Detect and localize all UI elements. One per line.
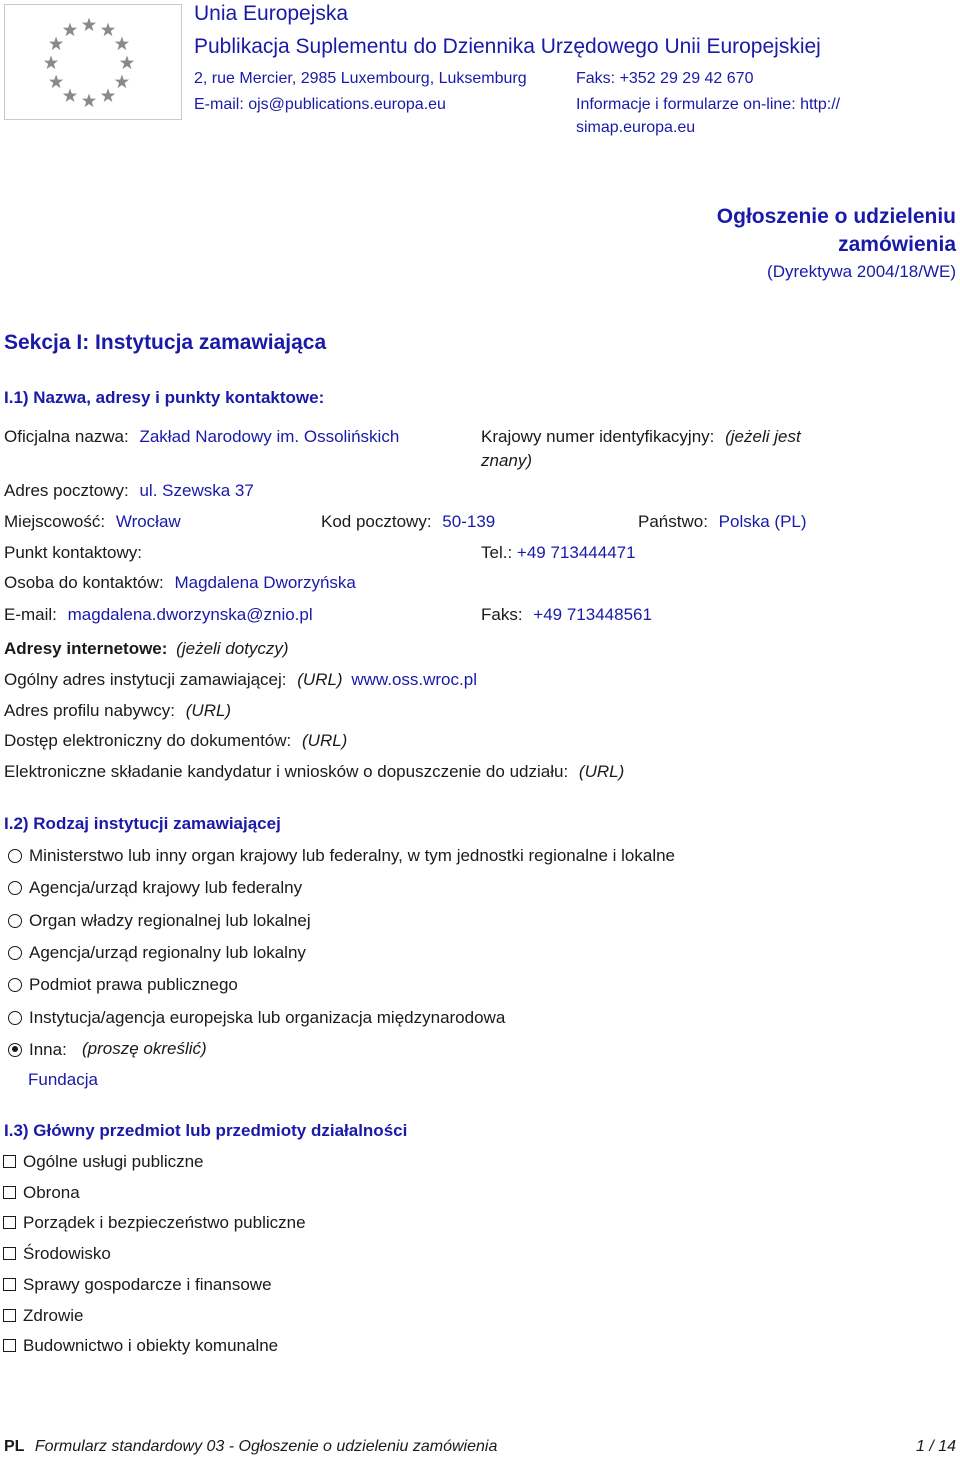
header-publication: Publikacja Suplementu do Dziennika Urzędowego Unii Europejskiej bbox=[194, 35, 821, 58]
activity-label: Sprawy gospodarcze i finansowe bbox=[23, 1274, 272, 1294]
radio-empty-icon[interactable] bbox=[8, 946, 22, 960]
official-name-label: Oficjalna nazwa: bbox=[4, 427, 129, 446]
general-address-row bbox=[4, 670, 477, 690]
activity-label: Zdrowie bbox=[23, 1305, 84, 1325]
eu-star-icon bbox=[49, 75, 63, 89]
eu-star-icon bbox=[101, 88, 115, 102]
contact-person-value: Magdalena Dworzyńska bbox=[174, 573, 356, 592]
fax-label: Faks: bbox=[481, 605, 523, 624]
internet-addresses-row bbox=[4, 639, 289, 659]
activity-option[interactable] bbox=[3, 1152, 204, 1172]
activity-label: Ogólne usługi publiczne bbox=[23, 1152, 204, 1171]
contact-person-row bbox=[4, 573, 356, 593]
checkbox-empty-icon[interactable] bbox=[3, 1309, 16, 1322]
footer-lang: PL bbox=[4, 1438, 25, 1455]
contact-point-label: Punkt kontaktowy: bbox=[4, 543, 142, 562]
checkbox-empty-icon[interactable] bbox=[3, 1247, 16, 1260]
subsection-i3-title: I.3) Główny przedmiot lub przedmioty działalności bbox=[4, 1121, 408, 1140]
footer-form: Formularz standardowy 03 - Ogłoszenie o udzieleniu zamówienia bbox=[34, 1438, 498, 1455]
country-label: Państwo: bbox=[638, 512, 708, 531]
postcode-label: Kod pocztowy: bbox=[321, 512, 432, 531]
general-address-value[interactable]: www.oss.wroc.pl bbox=[351, 670, 477, 689]
authority-type-option[interactable] bbox=[8, 1008, 505, 1028]
header-info-line1: Informacje i formularze on-line: http:// bbox=[576, 96, 841, 113]
eu-flag-logo bbox=[4, 4, 182, 120]
document-title-line1: Ogłoszenie o udzieleniu bbox=[716, 205, 956, 228]
checkbox-empty-icon[interactable] bbox=[3, 1186, 16, 1199]
header-address: 2, rue Mercier, 2985 Luxembourg, Luksemburg bbox=[194, 70, 527, 87]
eu-star-icon bbox=[82, 18, 96, 32]
checkbox-empty-icon[interactable] bbox=[3, 1155, 16, 1168]
internet-addresses-title: Adresy internetowe: bbox=[4, 639, 168, 658]
url-tag: (URL) bbox=[302, 731, 348, 750]
authority-type-option[interactable] bbox=[8, 878, 302, 898]
tel-label: Tel.: bbox=[481, 543, 513, 562]
url-tag: (URL) bbox=[185, 701, 232, 720]
url-tag: (URL) bbox=[297, 670, 343, 689]
town-value: Wrocław bbox=[115, 512, 181, 531]
email-row bbox=[4, 605, 313, 625]
national-id-label: Krajowy numer identyfikacyjny: bbox=[481, 427, 715, 446]
country-row bbox=[638, 512, 807, 532]
activity-option[interactable] bbox=[3, 1213, 306, 1233]
checkbox-empty-icon[interactable] bbox=[3, 1216, 16, 1229]
authority-type-label: Ministerstwo lub inny organ krajowy lub federalny, w tym jednostki regionalne i lokalne bbox=[29, 846, 675, 865]
eu-stars-icon bbox=[5, 5, 181, 119]
general-address-label: Ogólny adres instytucji zamawiającej: bbox=[4, 670, 287, 689]
radio-empty-icon[interactable] bbox=[8, 978, 22, 992]
town-row bbox=[4, 512, 181, 532]
electronic-access-row bbox=[4, 731, 347, 751]
url-tag: (URL) bbox=[578, 762, 625, 781]
authority-type-label: Agencja/urząd regionalny lub lokalny bbox=[29, 942, 306, 962]
authority-type-label: Inna: bbox=[29, 1039, 67, 1059]
eu-star-icon bbox=[115, 75, 129, 89]
footer-page: 1 / 14 bbox=[915, 1438, 956, 1455]
contact-person-label: Osoba do kontaktów: bbox=[4, 573, 164, 592]
postcode-value: 50-139 bbox=[442, 512, 496, 531]
activity-label: Środowisko bbox=[23, 1244, 111, 1264]
other-value: Fundacja bbox=[28, 1070, 98, 1089]
document-subtitle: (Dyrektywa 2004/18/WE) bbox=[767, 262, 956, 281]
subsection-i1-title: I.1) Nazwa, adresy i punkty kontaktowe: bbox=[4, 388, 325, 407]
email-value[interactable]: magdalena.dworzynska@znio.pl bbox=[67, 605, 313, 624]
tel-value: +49 713444471 bbox=[516, 543, 636, 562]
tel-row bbox=[481, 543, 636, 563]
other-note: (proszę określić) bbox=[82, 1039, 207, 1058]
radio-empty-icon[interactable] bbox=[8, 881, 22, 895]
electronic-access-label: Dostęp elektroniczny do dokumentów: bbox=[4, 731, 292, 750]
eu-star-icon bbox=[63, 23, 77, 37]
activity-label: Porządek i bezpieczeństwo publiczne bbox=[23, 1213, 306, 1233]
activity-option[interactable] bbox=[3, 1244, 111, 1264]
activity-option[interactable] bbox=[3, 1336, 278, 1356]
section-title: Sekcja I: Instytucja zamawiająca bbox=[4, 331, 327, 354]
authority-type-label: Instytucja/agencja europejska lub organizacja międzynarodowa bbox=[29, 1007, 506, 1027]
fax-row bbox=[481, 605, 652, 625]
header-info-line2: simap.europa.eu bbox=[576, 119, 696, 136]
postal-address-label: Adres pocztowy: bbox=[4, 481, 129, 500]
eu-star-icon bbox=[44, 56, 58, 70]
radio-selected-icon[interactable] bbox=[8, 1043, 22, 1057]
subsection-i2-title: I.2) Rodzaj instytucji zamawiającej bbox=[4, 814, 281, 833]
official-name-row bbox=[4, 427, 399, 447]
country-value: Polska (PL) bbox=[718, 512, 807, 531]
postal-address-value: ul. Szewska 37 bbox=[139, 481, 254, 500]
internet-addresses-note: (jeżeli dotyczy) bbox=[176, 639, 289, 658]
activity-label: Obrona bbox=[23, 1182, 80, 1202]
electronic-submission-row bbox=[4, 762, 624, 782]
eu-star-icon bbox=[115, 37, 129, 51]
authority-type-option[interactable] bbox=[8, 846, 675, 866]
authority-type-option[interactable] bbox=[8, 1040, 67, 1060]
authority-type-option[interactable] bbox=[8, 943, 306, 963]
town-label: Miejscowość: bbox=[4, 512, 106, 531]
eu-star-icon bbox=[49, 37, 63, 51]
fax-value: +49 713448561 bbox=[533, 605, 652, 624]
footer-left bbox=[4, 1438, 497, 1456]
eu-star-icon bbox=[120, 56, 134, 70]
header-fax: Faks: +352 29 29 42 670 bbox=[576, 70, 754, 87]
eu-star-icon bbox=[82, 94, 96, 108]
header-email: E-mail: ojs@publications.europa.eu bbox=[194, 96, 446, 113]
activity-option[interactable] bbox=[3, 1183, 80, 1203]
authority-type-option[interactable] bbox=[8, 911, 311, 931]
radio-empty-icon[interactable] bbox=[8, 914, 22, 928]
buyer-profile-label: Adres profilu nabywcy: bbox=[4, 701, 176, 720]
postal-address-row bbox=[4, 481, 254, 501]
electronic-submission-label: Elektroniczne składanie kandydatur i wniosków o dopuszczenie do udziału: bbox=[4, 762, 569, 781]
email-label: E-mail: bbox=[4, 605, 57, 624]
postcode-row bbox=[321, 512, 495, 532]
authority-type-label: Podmiot prawa publicznego bbox=[29, 975, 238, 995]
authority-type-label: Organ władzy regionalnej lub lokalnej bbox=[29, 910, 311, 930]
eu-star-icon bbox=[101, 23, 115, 37]
national-id-note-line2: znany) bbox=[481, 451, 533, 470]
authority-type-label: Agencja/urząd krajowy lub federalny bbox=[29, 878, 303, 898]
activity-option[interactable] bbox=[3, 1306, 83, 1326]
official-name-value: Zakład Narodowy im. Ossolińskich bbox=[139, 427, 400, 446]
national-id-note: (jeżeli jest bbox=[725, 427, 801, 446]
activity-option[interactable] bbox=[3, 1275, 272, 1295]
radio-empty-icon[interactable] bbox=[8, 1011, 22, 1025]
checkbox-empty-icon[interactable] bbox=[3, 1278, 16, 1291]
authority-type-option[interactable] bbox=[8, 975, 238, 995]
checkbox-empty-icon[interactable] bbox=[3, 1339, 16, 1352]
document-title-line2: zamówienia bbox=[838, 233, 956, 256]
radio-empty-icon[interactable] bbox=[8, 849, 22, 863]
activity-label: Budownictwo i obiekty komunalne bbox=[23, 1336, 279, 1356]
national-id-row bbox=[481, 427, 801, 447]
buyer-profile-row bbox=[4, 701, 231, 721]
eu-star-icon bbox=[63, 88, 77, 102]
header-org: Unia Europejska bbox=[194, 2, 349, 25]
